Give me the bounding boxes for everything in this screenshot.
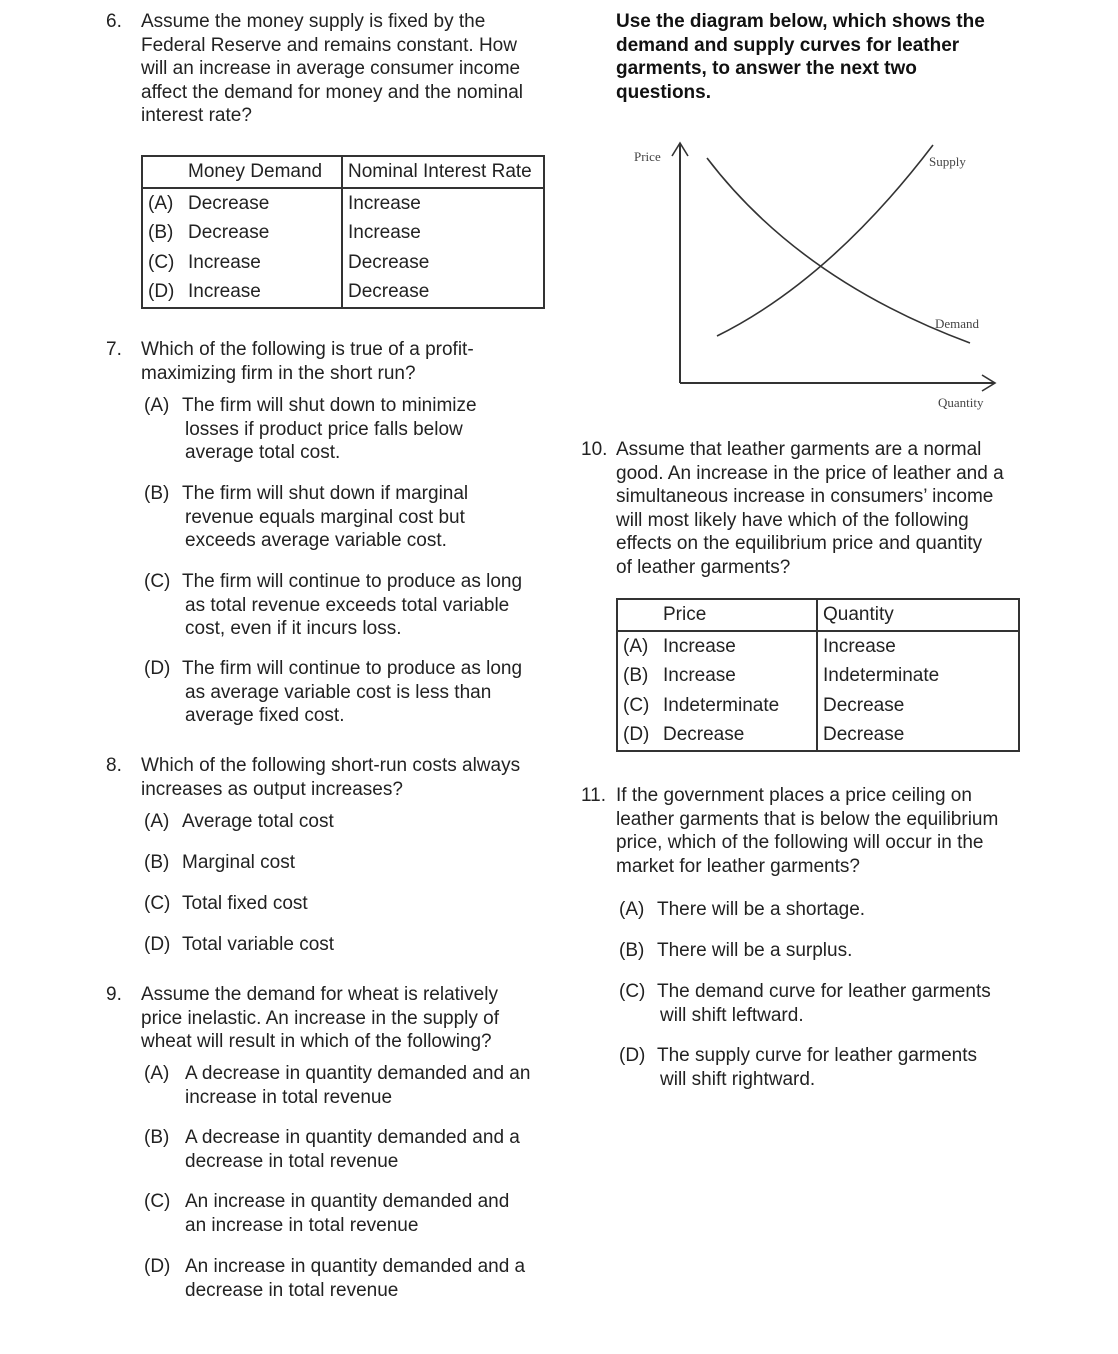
stem-line: Which of the following is true of a profit- (141, 339, 474, 360)
stem-line: good. An increase in the price of leather and a (616, 462, 1004, 484)
option-line: revenue equals marginal cost but (185, 506, 465, 528)
question-number: 7. (106, 339, 122, 360)
question-stem (141, 983, 561, 1054)
option-line: The firm will continue to produce as long (182, 658, 523, 679)
cell-quantity: Increase (823, 635, 896, 657)
stem-line: market for leather garments? (616, 855, 860, 877)
option-line: decrease in total revenue (185, 1279, 399, 1301)
option-line: The firm will continue to produce as long (182, 571, 523, 592)
intro-line: Use the diagram below, which shows the (616, 11, 985, 32)
option-line: An increase in quantity demanded and (185, 1191, 510, 1212)
option-text (182, 570, 522, 641)
option-line: An increase in quantity demanded and a (185, 1256, 526, 1277)
table-row[interactable] (142, 248, 544, 278)
header-money-demand: Money Demand (142, 156, 342, 188)
stem-line: of leather garments? (616, 556, 791, 578)
option-letter: (A) (148, 192, 174, 214)
answer-table-q10 (616, 598, 1020, 752)
option-text (182, 482, 468, 553)
supply-curve (717, 145, 933, 336)
intro-line: demand and supply curves for leather (616, 34, 960, 56)
cell-price: Indeterminate (663, 694, 780, 716)
option-letter: (B) (148, 222, 174, 243)
cell-money-demand: Increase (188, 281, 261, 302)
question-number: 9. (106, 984, 122, 1005)
option-letter: (C) (619, 981, 646, 1002)
option-text (185, 1062, 530, 1109)
option-line: average total cost. (185, 442, 341, 463)
option-letter: (C) (623, 694, 650, 716)
stem-line: increases as output increases? (141, 778, 403, 800)
option-text: Total fixed cost (182, 893, 308, 914)
stem-line: will an increase in average consumer income (141, 58, 521, 79)
option-letter: (B) (144, 483, 170, 504)
option-text (185, 1190, 509, 1237)
stem-line: effects on the equilibrium price and quantity (616, 533, 983, 554)
cell-interest-rate: Decrease (348, 281, 430, 302)
option-line: losses if product price falls below (185, 418, 463, 440)
stem-line: maximizing firm in the short run? (141, 362, 416, 384)
option-line: The firm will shut down if marginal (182, 483, 469, 504)
demand-label: Demand (935, 316, 980, 331)
option-letter: (B) (623, 665, 649, 686)
stem-line: wheat will result in which of the following? (141, 1031, 492, 1052)
answer-table-q6 (141, 155, 545, 309)
question-stem (141, 338, 561, 385)
option-line: an increase in total revenue (185, 1214, 419, 1236)
quantity-axis-label: Quantity (938, 395, 984, 410)
option-line: decrease in total revenue (185, 1150, 399, 1172)
question-stem (616, 438, 1026, 579)
supply-label: Supply (929, 154, 966, 169)
stem-line: price inelastic. An increase in the supply of (141, 1007, 500, 1029)
option-letter: (D) (623, 724, 650, 745)
header-price: Price (617, 599, 817, 631)
cell-interest-rate: Increase (348, 192, 421, 214)
option-letter: (B) (144, 852, 170, 873)
supply-demand-diagram (620, 130, 1020, 420)
option-text: Average total cost (182, 811, 334, 832)
option-letter: (D) (144, 658, 171, 679)
table-row[interactable] (617, 720, 1019, 751)
stem-line: Assume that leather garments are a normal (616, 439, 982, 460)
option-text: There will be a surplus. (657, 940, 853, 961)
cell-money-demand: Increase (188, 251, 261, 273)
stem-line: leather garments that is below the equilibrium (616, 808, 999, 830)
option-letter: (C) (144, 893, 171, 914)
question-stem (141, 10, 561, 128)
table-header-row (617, 599, 1019, 631)
option-letter: (D) (619, 1045, 646, 1066)
option-text (182, 657, 522, 728)
table-row[interactable] (617, 631, 1019, 662)
option-letter: (D) (144, 1256, 171, 1277)
option-letter: (B) (144, 1127, 170, 1148)
stem-line: Assume the demand for wheat is relatively (141, 984, 498, 1005)
cell-price: Increase (663, 665, 736, 686)
table-row[interactable] (142, 218, 544, 248)
cell-interest-rate: Decrease (348, 251, 430, 273)
option-text (657, 1044, 977, 1091)
table-header-row (142, 156, 544, 188)
cell-interest-rate: Increase (348, 222, 421, 243)
intro-line: questions. (616, 81, 712, 103)
option-text (185, 1126, 520, 1173)
question-number: 11. (581, 785, 607, 806)
option-text (182, 394, 477, 465)
option-line: The demand curve for leather garments (657, 981, 991, 1002)
stem-line: simultaneous increase in consumers’ income (616, 486, 994, 507)
table-row[interactable] (142, 277, 544, 308)
cell-quantity: Decrease (823, 724, 905, 745)
option-line: as average variable cost is less than (185, 681, 492, 703)
option-letter: (D) (144, 934, 171, 955)
option-text (185, 1255, 525, 1302)
option-letter: (C) (144, 571, 171, 592)
question-number: 10. (581, 439, 608, 460)
option-text: Total variable cost (182, 934, 335, 955)
option-letter: (A) (623, 635, 649, 657)
table-row[interactable] (617, 691, 1019, 721)
option-line: A decrease in quantity demanded and an (185, 1063, 531, 1084)
option-letter: (A) (619, 899, 645, 920)
cell-quantity: Decrease (823, 694, 905, 716)
stem-line: price, which of the following will occur in the (616, 832, 984, 853)
option-line: increase in total revenue (185, 1086, 393, 1108)
cell-quantity: Indeterminate (823, 665, 940, 686)
header-nominal-interest-rate: Nominal Interest Rate (342, 156, 544, 188)
option-text (657, 980, 991, 1027)
stem-line: Assume the money supply is fixed by the (141, 11, 486, 32)
header-quantity: Quantity (817, 599, 1019, 631)
stem-line: Which of the following short-run costs always (141, 755, 521, 776)
table-row[interactable] (617, 661, 1019, 691)
option-line: as total revenue exceeds total variable (185, 594, 510, 616)
option-letter: (C) (148, 251, 175, 273)
option-text: There will be a shortage. (657, 899, 866, 920)
question-stem (616, 784, 1026, 878)
stem-line: If the government places a price ceiling on (616, 785, 972, 806)
question-stem (141, 754, 561, 801)
option-line: average fixed cost. (185, 705, 345, 726)
option-line: cost, even if it incurs loss. (185, 618, 402, 639)
option-letter: (A) (144, 1063, 170, 1084)
cell-money-demand: Decrease (188, 222, 270, 243)
option-line: A decrease in quantity demanded and a (185, 1127, 520, 1148)
option-line: exceeds average variable cost. (185, 530, 447, 551)
option-line: will shift rightward. (660, 1068, 816, 1090)
stem-line: affect the demand for money and the nominal (141, 81, 524, 103)
option-text: Marginal cost (182, 852, 295, 873)
option-line: The firm will shut down to minimize (182, 395, 477, 416)
option-line: will shift leftward. (660, 1004, 804, 1026)
stem-line: Federal Reserve and remains constant. How (141, 34, 517, 56)
cell-money-demand: Decrease (188, 192, 270, 214)
option-letter: (C) (144, 1191, 171, 1212)
option-letter: (B) (619, 940, 645, 961)
price-axis-label: Price (634, 149, 661, 164)
option-letter: (D) (148, 281, 175, 302)
option-line: The supply curve for leather garments (657, 1045, 977, 1066)
question-number: 8. (106, 755, 122, 776)
intro-line: garments, to answer the next two (616, 58, 917, 79)
table-row[interactable] (142, 188, 544, 219)
stem-line: interest rate? (141, 105, 252, 126)
stem-line: will most likely have which of the following (616, 509, 969, 531)
cell-price: Decrease (663, 724, 745, 745)
option-letter: (A) (144, 811, 170, 832)
question-number: 6. (106, 11, 122, 32)
option-letter: (A) (144, 395, 170, 416)
cell-price: Increase (663, 635, 736, 657)
diagram-intro (616, 10, 1016, 104)
